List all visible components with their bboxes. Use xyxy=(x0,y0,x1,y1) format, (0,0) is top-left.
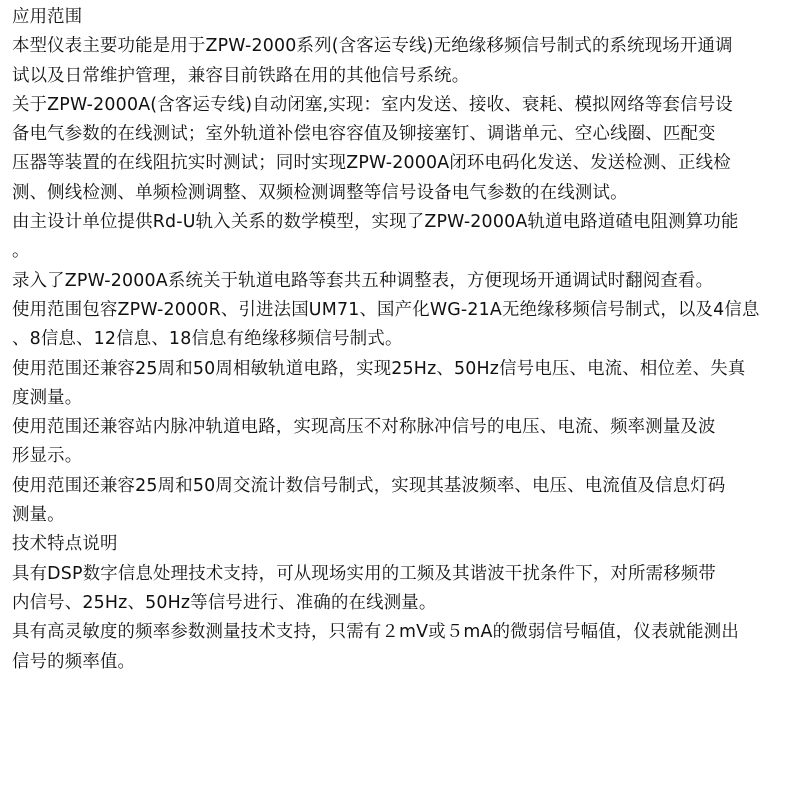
paragraph-line: 度测量。 xyxy=(12,387,83,408)
paragraph-line: 使用范围包容ZPW-2000R、引进法国UM71、国产化WG-21A无绝缘移频信号制式，以及4信息 xyxy=(12,299,760,320)
section-heading-technical-features: 技术特点说明 xyxy=(12,534,118,555)
paragraph-line: 。 xyxy=(12,241,30,262)
paragraph-line: 信号的频率值。 xyxy=(12,651,136,672)
paragraph-line: 测量。 xyxy=(12,505,65,526)
paragraph-line: 、8信息、12信息、18信息有绝缘移频信号制式。 xyxy=(12,329,403,350)
paragraph-line: 具有高灵敏度的频率参数测量技术支持，只需有２mV或５mA的微弱信号幅值，仪表就能测出 xyxy=(12,622,739,643)
paragraph-line: 内信号、25Hz、50Hz等信号进行、准确的在线测量。 xyxy=(12,592,437,613)
paragraph-line: 测、侧线检测、单频检测调整、双频检测调整等信号设备电气参数的在线测试。 xyxy=(12,182,628,203)
section-heading-application-scope: 应用范围 xyxy=(12,7,83,27)
paragraph-line: 压器等装置的在线阻抗实时测试；同时实现ZPW-2000A闭环电码化发送、发送检测、正线检 xyxy=(12,153,731,174)
paragraph-line: 使用范围还兼容站内脉冲轨道电路，实现高压不对称脉冲信号的电压、电流、频率测量及波 xyxy=(12,417,716,438)
paragraph-line: 使用范围还兼容25周和50周相敏轨道电路，实现25Hz、50Hz信号电压、电流、相位差、失真 xyxy=(12,358,746,379)
paragraph-line: 录入了ZPW-2000A系统关于轨道电路等套共五种调整表，方便现场开通调试时翻阅查看。 xyxy=(12,270,714,291)
paragraph-line: 使用范围还兼容25周和50周交流计数信号制式，实现其基波频率、电压、电流值及信息灯码 xyxy=(12,475,726,496)
paragraph-line: 由主设计单位提供Rd-U轨入关系的数学模型，实现了ZPW-2000A轨道电路道碴电阻测算功能 xyxy=(12,212,739,233)
paragraph-line: 备电气参数的在线测试；室外轨道补偿电容容值及铆接塞钉、调谐单元、空心线圈、匹配变 xyxy=(12,124,716,145)
paragraph-line: 形显示。 xyxy=(12,446,83,467)
paragraph-line: 试以及日常维护管理，兼容目前铁路在用的其他信号系统。 xyxy=(12,65,470,86)
paragraph-line: 具有DSP数字信息处理技术支持，可从现场实用的工频及其谐波干扰条件下，对所需移频带 xyxy=(12,563,716,584)
paragraph-line: 关于ZPW-2000A(含客运专线)自动闭塞,实现：室内发送、接收、衰耗、模拟网络等套信号设 xyxy=(12,94,733,115)
paragraph-line: 本型仪表主要功能是用于ZPW-2000系列(含客运专线)无绝缘移频信号制式的系统现场开通调 xyxy=(12,36,733,57)
